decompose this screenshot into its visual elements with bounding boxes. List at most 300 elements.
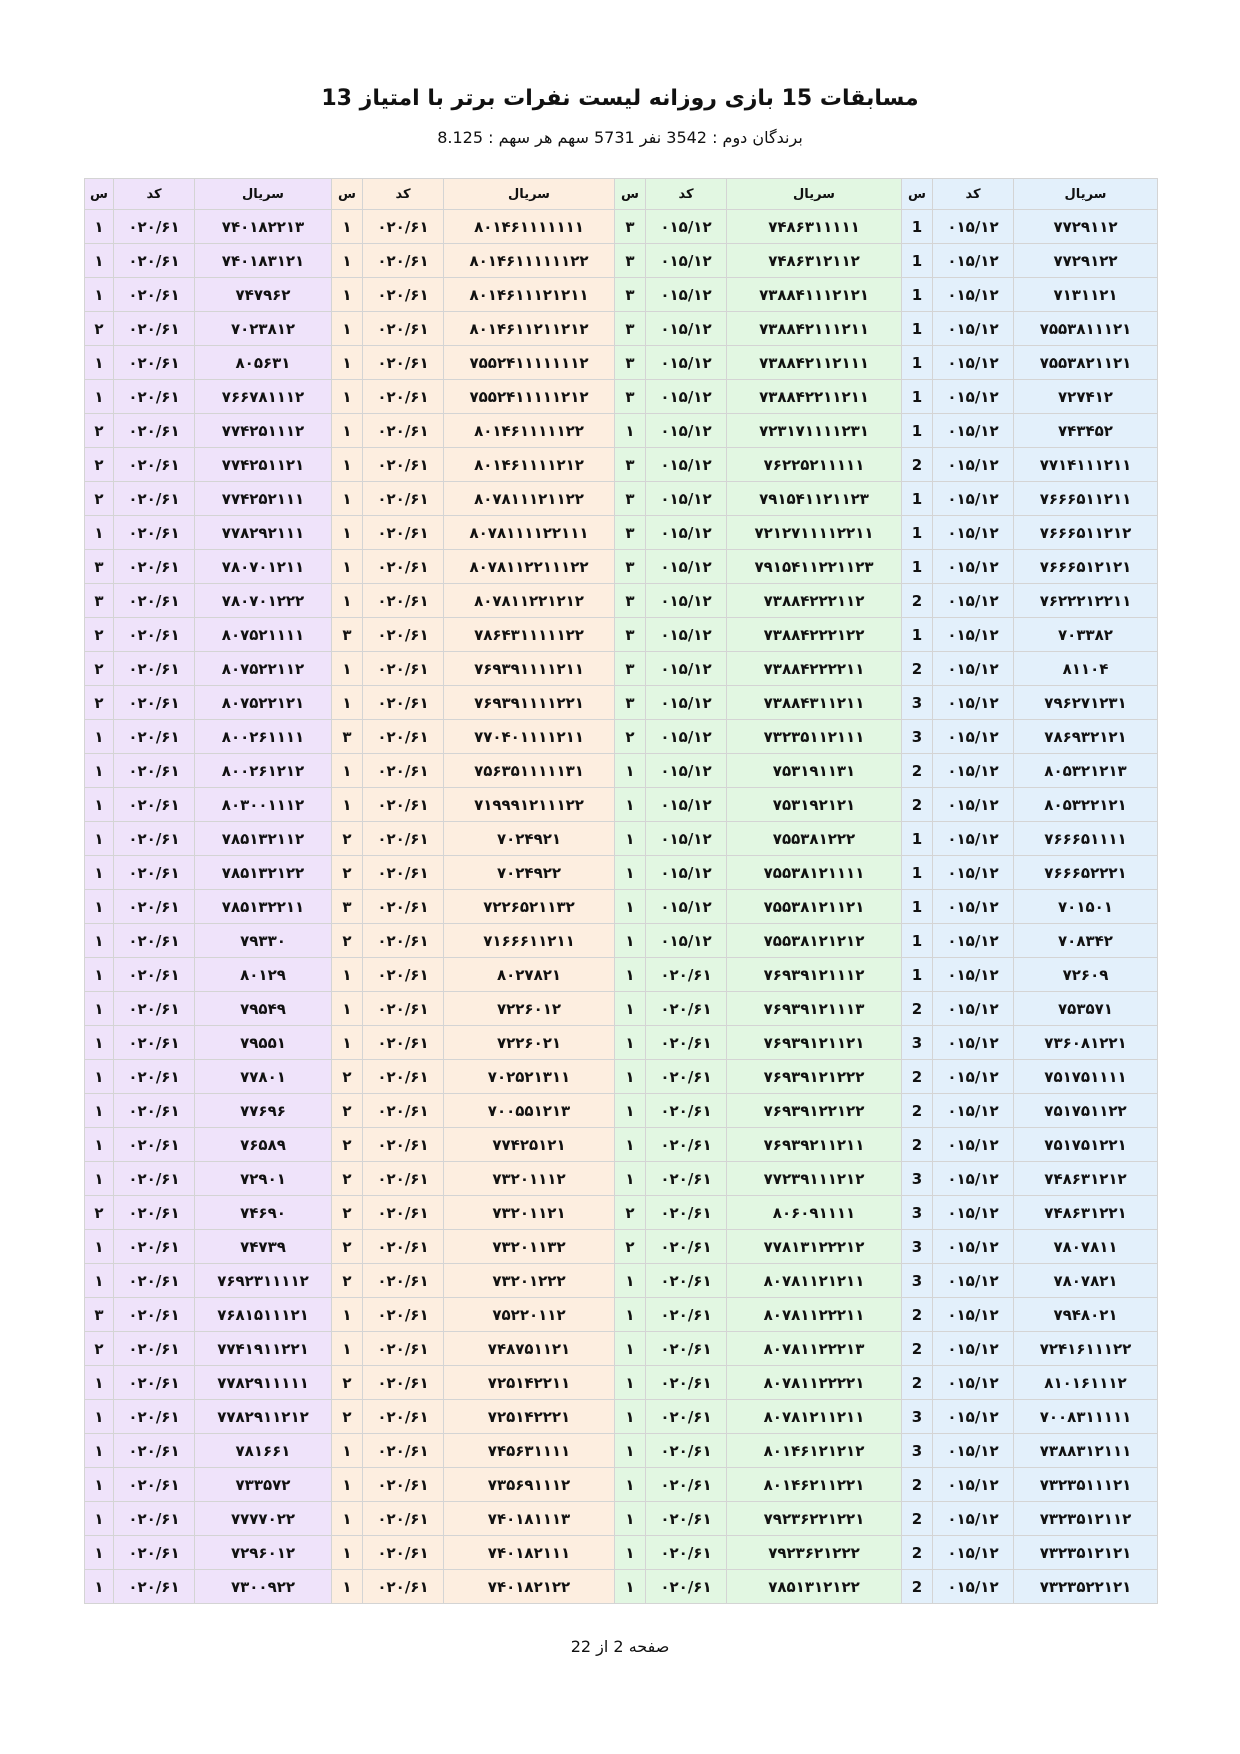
s-cell: ۱ <box>85 210 114 244</box>
code-cell: ۰۲۰/۶۱ <box>363 1060 444 1094</box>
code-cell: ۰۲۰/۶۱ <box>363 754 444 788</box>
code-cell: ۰۱۵/۱۲ <box>646 584 727 618</box>
code-cell: ۰۱۵/۱۲ <box>933 1502 1014 1536</box>
code-cell: ۰۲۰/۶۱ <box>114 1026 195 1060</box>
s-cell: ۱ <box>85 1230 114 1264</box>
serial-cell: ۷۷۱۴۱۱۱۲۱۱ <box>1014 448 1158 482</box>
code-cell: ۰۲۰/۶۱ <box>363 1366 444 1400</box>
code-cell: ۰۲۰/۶۱ <box>114 686 195 720</box>
table-row <box>85 1060 1158 1094</box>
code-cell: ۰۲۰/۶۱ <box>363 244 444 278</box>
s-cell: 3 <box>902 720 933 754</box>
serial-cell: ۸۱۰۱۶۱۱۱۲ <box>1014 1366 1158 1400</box>
table-row <box>85 210 1158 244</box>
s-cell: ۲ <box>332 822 363 856</box>
table-row <box>85 1128 1158 1162</box>
code-cell: ۰۲۰/۶۱ <box>646 1434 727 1468</box>
serial-cell: ۷۰۲۵۲۱۳۱۱ <box>444 1060 615 1094</box>
table-row <box>85 312 1158 346</box>
s-cell: ۲ <box>615 1196 646 1230</box>
header-s: س <box>85 179 114 210</box>
code-cell: ۰۲۰/۶۱ <box>114 1332 195 1366</box>
code-cell: ۰۲۰/۶۱ <box>363 482 444 516</box>
s-cell: ۳ <box>615 482 646 516</box>
s-cell: ۳ <box>615 312 646 346</box>
serial-cell: ۷۳۸۸۴۲۲۱۱۲۱۱ <box>727 380 902 414</box>
serial-cell: ۷۵۵۳۸۱۲۱۲۱۲ <box>727 924 902 958</box>
s-cell: ۱ <box>332 516 363 550</box>
code-cell: ۰۲۰/۶۱ <box>363 1264 444 1298</box>
header-s: س <box>615 179 646 210</box>
code-cell: ۰۱۵/۱۲ <box>933 244 1014 278</box>
serial-cell: ۸۰۱۴۶۱۲۱۲۱۲ <box>727 1434 902 1468</box>
serial-cell: ۷۷۶۹۶ <box>195 1094 332 1128</box>
s-cell: ۳ <box>615 584 646 618</box>
serial-cell: ۷۳۰۰۹۲۲ <box>195 1570 332 1604</box>
s-cell: ۳ <box>332 618 363 652</box>
code-cell: ۰۲۰/۶۱ <box>363 720 444 754</box>
code-cell: ۰۲۰/۶۱ <box>114 788 195 822</box>
code-cell: ۰۱۵/۱۲ <box>933 448 1014 482</box>
serial-cell: ۷۹۵۵۱ <box>195 1026 332 1060</box>
code-cell: ۰۲۰/۶۱ <box>114 550 195 584</box>
serial-cell: ۷۵۶۳۵۱۱۱۱۱۳۱ <box>444 754 615 788</box>
s-cell: 3 <box>902 1196 933 1230</box>
serial-cell: ۸۰۷۵۲۲۱۱۲ <box>195 652 332 686</box>
header-s: س <box>902 179 933 210</box>
s-cell: 3 <box>902 1162 933 1196</box>
s-cell: ۲ <box>332 924 363 958</box>
serial-cell: ۷۵۱۷۵۱۱۱۱ <box>1014 1060 1158 1094</box>
serial-cell: ۷۳۲۳۵۱۱۱۲۱ <box>1014 1468 1158 1502</box>
serial-cell: ۷۳۸۸۴۲۱۱۲۱۱۱ <box>727 346 902 380</box>
serial-cell: ۷۲۲۶۰۲۱ <box>444 1026 615 1060</box>
serial-cell: ۸۰۵۳۲۱۲۱۳ <box>1014 754 1158 788</box>
s-cell: ۲ <box>85 652 114 686</box>
serial-cell: ۷۲۳۱۷۱۱۱۱۲۳۱ <box>727 414 902 448</box>
serial-cell: ۸۰۰۲۶۱۲۱۲ <box>195 754 332 788</box>
s-cell: 2 <box>902 992 933 1026</box>
s-cell: ۲ <box>332 1366 363 1400</box>
code-cell: ۰۲۰/۶۱ <box>114 924 195 958</box>
code-cell: ۰۲۰/۶۱ <box>114 822 195 856</box>
serial-cell: ۸۰۱۴۶۱۱۱۱۲۱۲ <box>444 448 615 482</box>
serial-cell: ۷۳۲۳۵۱۲۱۲۱ <box>1014 1536 1158 1570</box>
code-cell: ۰۱۵/۱۲ <box>933 1400 1014 1434</box>
s-cell: ۱ <box>332 652 363 686</box>
code-cell: ۰۲۰/۶۱ <box>114 244 195 278</box>
s-cell: ۳ <box>615 618 646 652</box>
serial-cell: ۷۶۸۱۵۱۱۱۲۱ <box>195 1298 332 1332</box>
code-cell: ۰۲۰/۶۱ <box>114 1536 195 1570</box>
serial-cell: ۷۶۹۳۹۱۲۱۱۱۳ <box>727 992 902 1026</box>
s-cell: ۱ <box>615 1536 646 1570</box>
code-cell: ۰۲۰/۶۱ <box>114 1298 195 1332</box>
header-serial: سریال <box>444 179 615 210</box>
code-cell: ۰۱۵/۱۲ <box>646 686 727 720</box>
s-cell: ۱ <box>332 958 363 992</box>
serial-cell: ۷۳۸۸۳۱۲۱۱۱ <box>1014 1434 1158 1468</box>
code-cell: ۰۱۵/۱۲ <box>933 822 1014 856</box>
serial-cell: ۷۶۶۶۵۱۱۱۱ <box>1014 822 1158 856</box>
serial-cell: ۷۹۴۸۰۲۱ <box>1014 1298 1158 1332</box>
code-cell: ۰۲۰/۶۱ <box>363 584 444 618</box>
table-row <box>85 550 1158 584</box>
code-cell: ۰۲۰/۶۱ <box>363 1536 444 1570</box>
code-cell: ۰۲۰/۶۱ <box>646 1366 727 1400</box>
serial-cell: ۸۰۷۵۲۲۱۲۱ <box>195 686 332 720</box>
serial-cell: ۷۶۹۳۹۱۱۱۱۲۱۱ <box>444 652 615 686</box>
code-cell: ۰۲۰/۶۱ <box>114 210 195 244</box>
serial-cell: ۷۶۹۲۳۱۱۱۱۲ <box>195 1264 332 1298</box>
code-cell: ۰۱۵/۱۲ <box>646 448 727 482</box>
table-row <box>85 992 1158 1026</box>
serial-cell: ۷۶۶۶۵۱۲۱۲۱ <box>1014 550 1158 584</box>
s-cell: ۱ <box>85 1264 114 1298</box>
s-cell: ۱ <box>332 312 363 346</box>
serial-cell: ۸۰۵۳۲۲۱۲۱ <box>1014 788 1158 822</box>
serial-cell: ۷۵۵۲۴۱۱۱۱۱۱۱۲ <box>444 346 615 380</box>
code-cell: ۰۱۵/۱۲ <box>933 1536 1014 1570</box>
s-cell: ۱ <box>615 958 646 992</box>
table-header-row <box>85 179 1158 210</box>
serial-cell: ۷۷۴۲۵۲۱۱۱ <box>195 482 332 516</box>
code-cell: ۰۱۵/۱۲ <box>933 992 1014 1026</box>
serial-cell: ۷۱۹۹۹۱۲۱۱۱۲۲ <box>444 788 615 822</box>
code-cell: ۰۲۰/۶۱ <box>114 1060 195 1094</box>
code-cell: ۰۲۰/۶۱ <box>363 924 444 958</box>
s-cell: 3 <box>902 1434 933 1468</box>
serial-cell: ۷۰۰۸۳۱۱۱۱۱ <box>1014 1400 1158 1434</box>
code-cell: ۰۱۵/۱۲ <box>933 312 1014 346</box>
table-row <box>85 822 1158 856</box>
serial-cell: ۷۵۵۳۸۱۲۲۲ <box>727 822 902 856</box>
code-cell: ۰۱۵/۱۲ <box>933 1332 1014 1366</box>
s-cell: 3 <box>902 1264 933 1298</box>
s-cell: ۲ <box>615 1230 646 1264</box>
serial-cell: ۷۰۳۳۸۲ <box>1014 618 1158 652</box>
code-cell: ۰۲۰/۶۱ <box>363 1128 444 1162</box>
s-cell: ۱ <box>332 1502 363 1536</box>
code-cell: ۰۱۵/۱۲ <box>933 380 1014 414</box>
s-cell: ۱ <box>85 1366 114 1400</box>
s-cell: ۲ <box>85 618 114 652</box>
s-cell: ۲ <box>85 414 114 448</box>
s-cell: ۲ <box>615 720 646 754</box>
serial-cell: ۷۸۶۴۳۱۱۱۱۱۲۲ <box>444 618 615 652</box>
serial-cell: ۸۰۱۴۶۱۱۱۱۱۱۱ <box>444 210 615 244</box>
s-cell: ۱ <box>615 1570 646 1604</box>
serial-cell: ۷۲۲۶۵۲۱۱۳۲ <box>444 890 615 924</box>
code-cell: ۰۲۰/۶۱ <box>646 1332 727 1366</box>
code-cell: ۰۲۰/۶۱ <box>114 1196 195 1230</box>
code-cell: ۰۱۵/۱۲ <box>646 618 727 652</box>
serial-cell: ۷۲۵۱۴۲۲۱۱ <box>444 1366 615 1400</box>
s-cell: ۱ <box>85 278 114 312</box>
serial-cell: ۷۶۹۳۹۱۲۲۱۲۲ <box>727 1094 902 1128</box>
code-cell: ۰۲۰/۶۱ <box>114 278 195 312</box>
table-row <box>85 414 1158 448</box>
serial-cell: ۷۶۵۸۹ <box>195 1128 332 1162</box>
s-cell: ۱ <box>85 822 114 856</box>
s-cell: ۱ <box>85 516 114 550</box>
s-cell: ۱ <box>85 1570 114 1604</box>
code-cell: ۰۲۰/۶۱ <box>114 1162 195 1196</box>
serial-cell: ۷۷۲۳۹۱۱۱۲۱۲ <box>727 1162 902 1196</box>
code-cell: ۰۲۰/۶۱ <box>646 1468 727 1502</box>
s-cell: ۱ <box>332 992 363 1026</box>
s-cell: ۳ <box>615 210 646 244</box>
header-code: کد <box>646 179 727 210</box>
serial-cell: ۷۲۹۰۱ <box>195 1162 332 1196</box>
serial-cell: ۸۰۷۸۱۱۲۲۱۲۱۲ <box>444 584 615 618</box>
serial-cell: ۷۳۲۰۱۲۲۲ <box>444 1264 615 1298</box>
code-cell: ۰۲۰/۶۱ <box>646 1196 727 1230</box>
serial-cell: ۷۴۸۶۳۱۲۲۱ <box>1014 1196 1158 1230</box>
serial-cell: ۸۰۷۸۱۱۲۲۲۱۳ <box>727 1332 902 1366</box>
s-cell: ۳ <box>85 584 114 618</box>
s-cell: ۱ <box>332 584 363 618</box>
code-cell: ۰۲۰/۶۱ <box>114 448 195 482</box>
code-cell: ۰۲۰/۶۱ <box>114 1400 195 1434</box>
code-cell: ۰۱۵/۱۲ <box>933 924 1014 958</box>
code-cell: ۰۲۰/۶۱ <box>363 550 444 584</box>
serial-cell: ۷۴۸۶۳۱۲۱۱۲ <box>727 244 902 278</box>
serial-cell: ۷۳۲۰۱۱۱۲ <box>444 1162 615 1196</box>
serial-cell: ۷۲۶۰۹ <box>1014 958 1158 992</box>
s-cell: ۱ <box>615 1060 646 1094</box>
serial-cell: ۷۳۸۸۴۱۱۱۲۱۲۱ <box>727 278 902 312</box>
s-cell: ۱ <box>615 788 646 822</box>
serial-cell: ۷۵۵۲۴۱۱۱۱۱۲۱۲ <box>444 380 615 414</box>
serial-cell: ۷۳۵۶۹۱۱۱۲ <box>444 1468 615 1502</box>
serial-cell: ۸۰۳۰۰۱۱۱۲ <box>195 788 332 822</box>
s-cell: ۱ <box>85 1060 114 1094</box>
s-cell: ۳ <box>85 1298 114 1332</box>
code-cell: ۰۲۰/۶۱ <box>363 278 444 312</box>
s-cell: ۱ <box>332 1536 363 1570</box>
table-row <box>85 856 1158 890</box>
serial-cell: ۷۶۲۲۲۱۲۲۱۱ <box>1014 584 1158 618</box>
serial-cell: ۸۰۱۴۶۱۱۱۲۱۲۱۱ <box>444 278 615 312</box>
serial-cell: ۷۶۹۳۹۱۲۱۱۲۱ <box>727 1026 902 1060</box>
table-row <box>85 1570 1158 1604</box>
s-cell: 3 <box>902 1026 933 1060</box>
serial-cell: ۷۹۱۵۴۱۱۲۲۱۱۲۳ <box>727 550 902 584</box>
s-cell: ۱ <box>332 686 363 720</box>
header-s: س <box>332 179 363 210</box>
table-row <box>85 1298 1158 1332</box>
serial-cell: ۷۰۰۵۵۱۲۱۳ <box>444 1094 615 1128</box>
s-cell: 1 <box>902 516 933 550</box>
code-cell: ۰۲۰/۶۱ <box>114 1570 195 1604</box>
serial-cell: ۷۴۸۶۳۱۲۱۲ <box>1014 1162 1158 1196</box>
s-cell: ۲ <box>332 1162 363 1196</box>
serial-cell: ۷۶۹۳۹۱۲۱۲۲۲ <box>727 1060 902 1094</box>
code-cell: ۰۲۰/۶۱ <box>363 380 444 414</box>
s-cell: 3 <box>902 686 933 720</box>
s-cell: ۱ <box>615 1264 646 1298</box>
serial-cell: ۷۵۵۳۸۱۲۱۱۱۱ <box>727 856 902 890</box>
header-code: کد <box>114 179 195 210</box>
header-serial: سریال <box>195 179 332 210</box>
code-cell: ۰۲۰/۶۱ <box>114 652 195 686</box>
table-row <box>85 890 1158 924</box>
s-cell: 2 <box>902 1536 933 1570</box>
code-cell: ۰۲۰/۶۱ <box>363 1298 444 1332</box>
table-row <box>85 686 1158 720</box>
s-cell: ۱ <box>615 856 646 890</box>
s-cell: ۱ <box>615 1502 646 1536</box>
code-cell: ۰۱۵/۱۲ <box>933 1434 1014 1468</box>
serial-cell: ۷۲۷۴۱۲ <box>1014 380 1158 414</box>
s-cell: ۱ <box>615 1434 646 1468</box>
serial-cell: ۷۴۰۱۸۱۱۱۳ <box>444 1502 615 1536</box>
s-cell: ۲ <box>85 448 114 482</box>
code-cell: ۰۲۰/۶۱ <box>646 1570 727 1604</box>
serial-cell: ۷۳۲۳۵۱۱۲۱۱۱ <box>727 720 902 754</box>
serial-cell: ۷۸۵۱۳۲۱۱۲ <box>195 822 332 856</box>
code-cell: ۰۱۵/۱۲ <box>933 1570 1014 1604</box>
header-serial: سریال <box>727 179 902 210</box>
code-cell: ۰۲۰/۶۱ <box>646 1060 727 1094</box>
serial-cell: ۷۶۶۶۵۲۲۲۱ <box>1014 856 1158 890</box>
s-cell: ۲ <box>332 1128 363 1162</box>
s-cell: ۱ <box>332 1434 363 1468</box>
s-cell: 2 <box>902 1298 933 1332</box>
table-row <box>85 1196 1158 1230</box>
serial-cell: ۷۰۲۳۸۱۲ <box>195 312 332 346</box>
code-cell: ۰۲۰/۶۱ <box>114 1230 195 1264</box>
serial-cell: ۷۶۶۶۵۱۱۲۱۲ <box>1014 516 1158 550</box>
s-cell: ۱ <box>615 1298 646 1332</box>
code-cell: ۰۱۵/۱۲ <box>646 278 727 312</box>
s-cell: ۱ <box>85 958 114 992</box>
s-cell: ۱ <box>85 1094 114 1128</box>
s-cell: ۳ <box>615 380 646 414</box>
serial-cell: ۸۰۱۴۶۱۱۱۱۱۲۲ <box>444 414 615 448</box>
table-row <box>85 720 1158 754</box>
serial-cell: ۷۹۵۴۹ <box>195 992 332 1026</box>
s-cell: 1 <box>902 380 933 414</box>
s-cell: ۱ <box>615 822 646 856</box>
serial-cell: ۸۰۷۵۲۱۱۱۱ <box>195 618 332 652</box>
table-row <box>85 346 1158 380</box>
code-cell: ۰۱۵/۱۲ <box>646 516 727 550</box>
table-row <box>85 1332 1158 1366</box>
code-cell: ۰۲۰/۶۱ <box>114 414 195 448</box>
code-cell: ۰۲۰/۶۱ <box>363 686 444 720</box>
s-cell: ۱ <box>615 1400 646 1434</box>
code-cell: ۰۱۵/۱۲ <box>933 1230 1014 1264</box>
s-cell: ۲ <box>85 1196 114 1230</box>
s-cell: 1 <box>902 244 933 278</box>
s-cell: ۱ <box>85 1400 114 1434</box>
code-cell: ۰۱۵/۱۲ <box>933 516 1014 550</box>
s-cell: 1 <box>902 958 933 992</box>
serial-cell: ۷۳۸۸۴۲۲۲۱۲۲ <box>727 618 902 652</box>
s-cell: ۱ <box>332 244 363 278</box>
code-cell: ۰۲۰/۶۱ <box>363 1332 444 1366</box>
serial-cell: ۷۳۶۰۸۱۲۲۱ <box>1014 1026 1158 1060</box>
code-cell: ۰۱۵/۱۲ <box>933 346 1014 380</box>
results-table <box>84 178 1158 1604</box>
s-cell: ۲ <box>332 1230 363 1264</box>
serial-cell: ۷۸۰۷۰۱۲۲۲ <box>195 584 332 618</box>
header-code: کد <box>933 179 1014 210</box>
s-cell: ۲ <box>85 686 114 720</box>
code-cell: ۰۲۰/۶۱ <box>363 346 444 380</box>
code-cell: ۰۲۰/۶۱ <box>114 1128 195 1162</box>
serial-cell: ۸۰۰۲۶۱۱۱۱ <box>195 720 332 754</box>
s-cell: ۱ <box>332 1298 363 1332</box>
code-cell: ۰۲۰/۶۱ <box>363 618 444 652</box>
serial-cell: ۷۶۶۶۵۱۱۲۱۱ <box>1014 482 1158 516</box>
serial-cell: ۷۹۶۲۷۱۲۳۱ <box>1014 686 1158 720</box>
table-row <box>85 448 1158 482</box>
code-cell: ۰۲۰/۶۱ <box>114 584 195 618</box>
code-cell: ۰۱۵/۱۲ <box>646 244 727 278</box>
s-cell: ۱ <box>615 992 646 1026</box>
s-cell: ۳ <box>615 550 646 584</box>
code-cell: ۰۱۵/۱۲ <box>933 210 1014 244</box>
s-cell: ۱ <box>332 380 363 414</box>
serial-cell: ۷۷۸۲۹۲۱۱۱ <box>195 516 332 550</box>
serial-cell: ۷۵۵۳۸۱۲۱۱۲۱ <box>727 890 902 924</box>
table-row <box>85 1434 1158 1468</box>
table-row <box>85 1264 1158 1298</box>
serial-cell: ۷۵۳۱۹۱۱۳۱ <box>727 754 902 788</box>
serial-cell: ۸۰۷۸۱۱۲۲۱۱۱۲۲ <box>444 550 615 584</box>
code-cell: ۰۱۵/۱۲ <box>933 1298 1014 1332</box>
serial-cell: ۷۲۱۲۷۱۱۱۱۲۲۱۱ <box>727 516 902 550</box>
code-cell: ۰۲۰/۶۱ <box>114 754 195 788</box>
s-cell: 2 <box>902 754 933 788</box>
s-cell: 1 <box>902 856 933 890</box>
s-cell: ۳ <box>332 720 363 754</box>
serial-cell: ۷۲۲۶۰۱۲ <box>444 992 615 1026</box>
page-number: صفحه 2 از 22 <box>570 1637 670 1656</box>
code-cell: ۰۱۵/۱۲ <box>933 1264 1014 1298</box>
serial-cell: ۸۰۷۸۱۱۲۱۲۱۱ <box>727 1264 902 1298</box>
code-cell: ۰۲۰/۶۱ <box>114 482 195 516</box>
s-cell: ۱ <box>332 1468 363 1502</box>
code-cell: ۰۲۰/۶۱ <box>646 1128 727 1162</box>
code-cell: ۰۱۵/۱۲ <box>933 788 1014 822</box>
code-cell: ۰۲۰/۶۱ <box>363 1400 444 1434</box>
code-cell: ۰۲۰/۶۱ <box>363 1196 444 1230</box>
serial-cell: ۷۶۹۳۹۱۱۱۱۲۲۱ <box>444 686 615 720</box>
table-row <box>85 244 1158 278</box>
code-cell: ۰۱۵/۱۲ <box>933 584 1014 618</box>
s-cell: 2 <box>902 1060 933 1094</box>
code-cell: ۰۱۵/۱۲ <box>933 686 1014 720</box>
code-cell: ۰۲۰/۶۱ <box>363 312 444 346</box>
s-cell: ۲ <box>85 1332 114 1366</box>
s-cell: ۳ <box>615 686 646 720</box>
table-row <box>85 958 1158 992</box>
serial-cell: ۷۸۵۱۳۲۲۱۱ <box>195 890 332 924</box>
serial-cell: ۷۸۰۷۸۱۱ <box>1014 1230 1158 1264</box>
serial-cell: ۷۲۹۶۰۱۲ <box>195 1536 332 1570</box>
s-cell: ۱ <box>85 754 114 788</box>
s-cell: ۳ <box>85 550 114 584</box>
s-cell: ۱ <box>85 992 114 1026</box>
s-cell: ۱ <box>615 754 646 788</box>
code-cell: ۰۲۰/۶۱ <box>363 1026 444 1060</box>
s-cell: ۲ <box>332 1060 363 1094</box>
serial-cell: ۷۵۳۱۹۲۱۲۱ <box>727 788 902 822</box>
